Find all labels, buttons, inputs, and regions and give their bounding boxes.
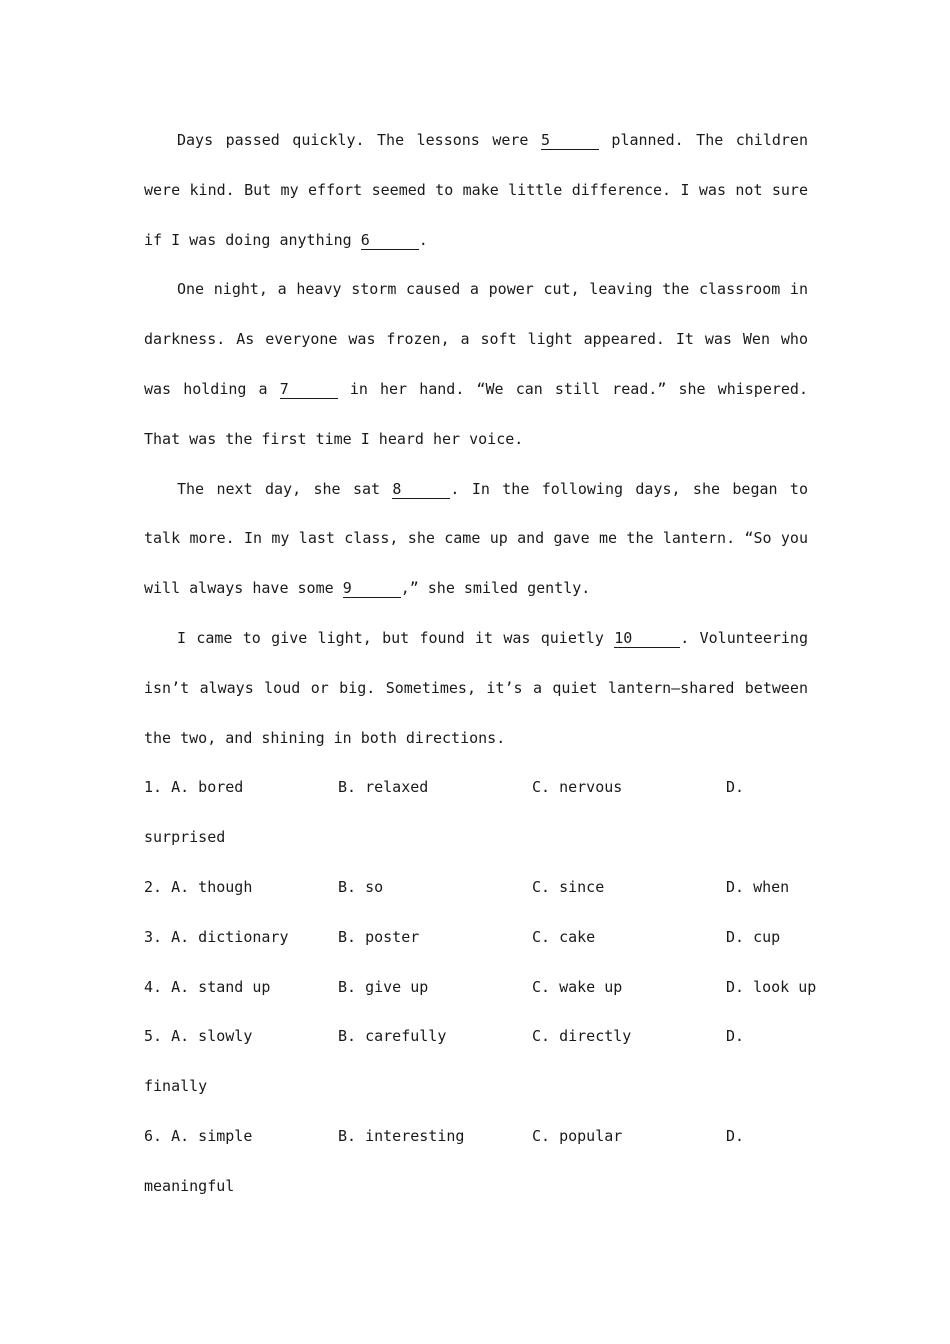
question-number: 5. <box>144 1027 163 1046</box>
option-a <box>144 863 338 913</box>
question-1 <box>144 763 808 813</box>
option-d-word: meaningful <box>144 1176 235 1195</box>
text-span: . Volunteering isn’t always loud or big. Sometimes, it’s a quiet lantern—shared between the two, and shining in both directions. <box>144 628 808 747</box>
option-c: C. wake up <box>532 977 623 996</box>
exam-document <box>144 116 817 1212</box>
text-span: One night, a heavy storm caused a power cut, leaving the classroom in darkness. As everyone was frozen, a soft light appeared. It was Wen who was holding a <box>144 280 808 398</box>
option-a-text: A. slowly <box>171 1027 253 1046</box>
option-c: C. popular <box>532 1126 623 1145</box>
answer-blank-7: 7 <box>280 380 338 399</box>
option-c: C. since <box>532 877 605 896</box>
question-number: 2. <box>144 877 163 896</box>
question-6 <box>144 1112 808 1162</box>
question-number: 6. <box>144 1126 163 1145</box>
option-d: D. look up <box>726 977 817 996</box>
option-c: C. nervous <box>532 778 623 797</box>
answer-blank-9: 9 <box>343 579 401 598</box>
option-b: B. so <box>338 877 384 896</box>
answer-blank-8: 8 <box>392 480 450 499</box>
text-span: The next day, she sat <box>177 479 393 498</box>
option-a-text: A. stand up <box>171 977 271 996</box>
option-a <box>144 913 338 963</box>
option-d-word: surprised <box>144 828 226 847</box>
question-number: 4. <box>144 977 163 996</box>
answer-blank-5: 5 <box>541 131 599 150</box>
option-d: D. when <box>726 877 790 896</box>
text-span: in her hand. “We can still read.” she whispered. That was the first time I heard her voice. <box>144 379 808 448</box>
question-2 <box>144 863 808 913</box>
option-d-letter: D. <box>726 778 745 797</box>
text-span: Days passed quickly. The lessons were <box>177 131 541 149</box>
text-span: planned. The children were kind. But my effort seemed to make little difference. I was not sure if I was doing anything <box>144 131 808 249</box>
answer-blank-6: 6 <box>361 231 419 250</box>
text-span: . In the following days, she began to talk more. In my last class, she came up and gave me the lantern. “So you will always have some <box>144 479 808 598</box>
option-b: B. interesting <box>338 1126 465 1145</box>
text-span: I came to give light, but found it was quietly <box>177 628 615 647</box>
option-c: C. cake <box>532 927 596 946</box>
option-a <box>144 963 338 1013</box>
question-number: 3. <box>144 927 163 946</box>
option-a-text: A. bored <box>171 778 244 797</box>
question-5 <box>144 1012 808 1062</box>
question-number: 1. <box>144 778 163 797</box>
option-a-text: A. though <box>171 877 253 896</box>
passage-paragraph-3 <box>144 465 808 614</box>
option-a-text: A. dictionary <box>171 927 289 946</box>
option-b: B. poster <box>338 927 420 946</box>
text-span: . <box>418 230 428 249</box>
passage-paragraph-4 <box>144 614 808 763</box>
option-a <box>144 1112 338 1162</box>
text-span: ,” she smiled gently. <box>400 579 591 598</box>
option-d: D. cup <box>726 927 781 946</box>
option-b: B. give up <box>338 977 429 996</box>
passage-paragraph-2 <box>144 265 808 464</box>
option-a <box>144 763 338 813</box>
option-d-letter: D. <box>726 1027 745 1046</box>
option-d-letter: D. <box>726 1126 745 1145</box>
option-b: B. carefully <box>338 1027 447 1046</box>
option-a-text: A. simple <box>171 1126 253 1145</box>
option-b: B. relaxed <box>338 778 429 797</box>
option-a <box>144 1012 338 1062</box>
question-3 <box>144 913 808 963</box>
question-4 <box>144 963 817 1013</box>
option-d-word: finally <box>144 1077 208 1096</box>
option-c: C. directly <box>532 1027 632 1046</box>
passage-paragraph-1 <box>144 116 808 265</box>
answer-blank-10: 10 <box>614 629 680 648</box>
